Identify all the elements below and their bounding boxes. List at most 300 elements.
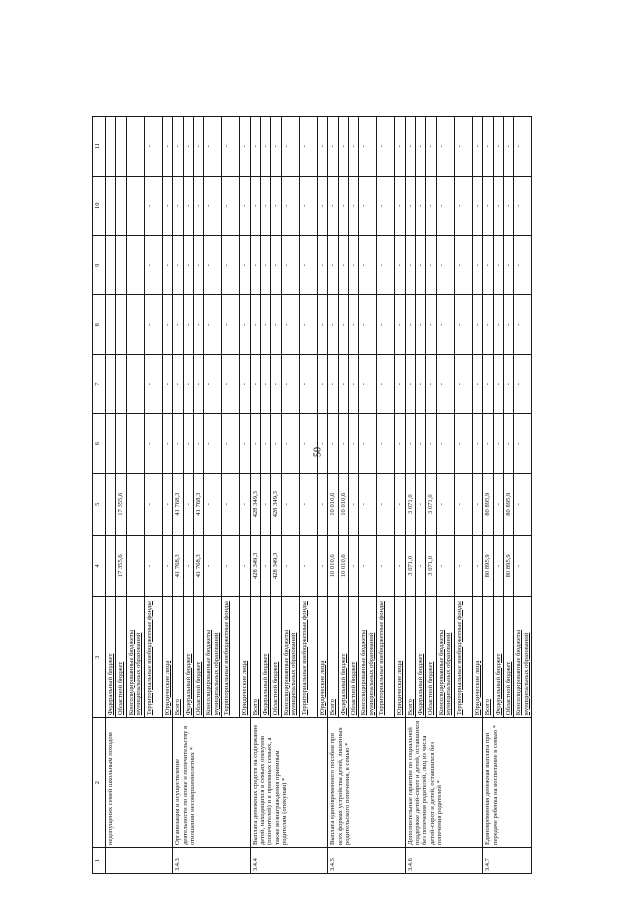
amount-cell: - <box>281 295 299 354</box>
amount-cell: - <box>377 354 395 413</box>
amount-cell: - <box>416 414 426 473</box>
funding-source: Федеральный бюджет <box>416 597 426 718</box>
amount-cell: - <box>204 473 222 535</box>
amount-cell: - <box>454 535 472 597</box>
amount-cell: - <box>183 295 193 354</box>
amount-cell: - <box>338 295 348 354</box>
amount-cell: - <box>222 354 240 413</box>
amount-cell <box>116 414 126 473</box>
amount-cell: - <box>144 295 162 354</box>
table-row <box>106 117 116 874</box>
item-name: Организация и осуществление деятельности по опеке и попечительству в отношении несовершеннолетних * <box>173 718 251 848</box>
amount-cell: - <box>173 236 183 295</box>
amount-cell: - <box>222 176 240 235</box>
amount-cell: - <box>204 535 222 597</box>
item-name: недопущених семей школьным походом <box>106 718 173 848</box>
amount-cell: - <box>483 176 493 235</box>
funding-source: Федеральный бюджет <box>183 597 193 718</box>
funding-source: Консолидированные бюджеты муниципальных образований <box>514 597 532 718</box>
amount-cell: - <box>493 295 503 354</box>
amount-cell: - <box>377 117 395 177</box>
amount-cell: - <box>281 354 299 413</box>
amount-cell: - <box>261 414 271 473</box>
amount-cell <box>106 414 116 473</box>
amount-cell: - <box>472 295 482 354</box>
funding-source: Территориальные внебюджетные фонды <box>222 597 240 718</box>
amount-cell: - <box>317 295 327 354</box>
amount-cell: 80 895,9 <box>503 535 513 597</box>
item-name: Единовременная денежная выплата при передаче ребенка на воспитание в семью * <box>483 718 532 848</box>
amount-cell: - <box>338 236 348 295</box>
amount-cell: - <box>183 236 193 295</box>
amount-cell: - <box>271 354 281 413</box>
amount-cell: - <box>436 535 454 597</box>
amount-cell <box>126 535 144 597</box>
amount-cell: - <box>173 117 183 177</box>
amount-cell: - <box>426 295 436 354</box>
amount-cell: - <box>483 354 493 413</box>
item-name: Выплата денежных средств на содержание детей, находящихся в семьях опекунов (попечителей) и в приемных семьях, а также вознаграждения приемным родителям (опекунам) * <box>250 718 328 848</box>
column-header: 4 <box>93 535 106 597</box>
funding-source: Юридические лица <box>240 597 250 718</box>
amount-cell: - <box>162 473 172 535</box>
amount-cell: - <box>204 176 222 235</box>
amount-cell: - <box>377 473 395 535</box>
amount-cell: - <box>144 535 162 597</box>
amount-cell: 3 071,0 <box>426 535 436 597</box>
table-row <box>328 117 338 874</box>
amount-cell <box>126 176 144 235</box>
amount-cell: - <box>222 117 240 177</box>
amount-cell <box>126 117 144 177</box>
amount-cell: - <box>514 295 532 354</box>
amount-cell: - <box>493 176 503 235</box>
amount-cell: - <box>222 535 240 597</box>
amount-cell: - <box>183 117 193 177</box>
amount-cell: - <box>472 473 482 535</box>
amount-cell: - <box>299 473 317 535</box>
amount-cell: 10 010,6 <box>338 535 348 597</box>
amount-cell: - <box>454 414 472 473</box>
amount-cell: - <box>328 295 338 354</box>
amount-cell: - <box>348 414 358 473</box>
amount-cell <box>126 354 144 413</box>
amount-cell: - <box>359 236 377 295</box>
amount-cell: - <box>483 295 493 354</box>
amount-cell: - <box>240 295 250 354</box>
amount-cell: - <box>348 354 358 413</box>
amount-cell: - <box>514 414 532 473</box>
amount-cell: - <box>395 295 405 354</box>
amount-cell: - <box>395 473 405 535</box>
amount-cell: - <box>261 295 271 354</box>
amount-cell: - <box>514 473 532 535</box>
amount-cell: - <box>162 354 172 413</box>
amount-cell: - <box>162 117 172 177</box>
amount-cell: - <box>240 473 250 535</box>
amount-cell <box>116 354 126 413</box>
amount-cell: - <box>426 236 436 295</box>
amount-cell: - <box>299 535 317 597</box>
amount-cell: - <box>162 236 172 295</box>
amount-cell: - <box>472 176 482 235</box>
amount-cell: - <box>514 354 532 413</box>
amount-cell: - <box>144 117 162 177</box>
amount-cell: - <box>144 414 162 473</box>
amount-cell: - <box>359 414 377 473</box>
amount-cell: - <box>162 295 172 354</box>
amount-cell: - <box>514 176 532 235</box>
amount-cell <box>116 176 126 235</box>
amount-cell: - <box>173 414 183 473</box>
funding-source: Всего <box>483 597 493 718</box>
amount-cell: - <box>493 535 503 597</box>
amount-cell: - <box>377 295 395 354</box>
amount-cell: - <box>436 295 454 354</box>
amount-cell: - <box>173 354 183 413</box>
item-name: Дополнительные гарантии по социальной поддержке детей-сирот и детей, оставшихся без попечения родителей, лиц из числа детей-сирот и детей, оставшихся без попечения родителей * <box>405 718 483 848</box>
amount-cell: - <box>348 236 358 295</box>
amount-cell: 10 010,6 <box>328 535 338 597</box>
amount-cell: 80 895,9 <box>483 473 493 535</box>
amount-cell: - <box>271 295 281 354</box>
funding-source: Юридические лица <box>472 597 482 718</box>
column-header: 6 <box>93 414 106 473</box>
amount-cell: - <box>222 236 240 295</box>
amount-cell: - <box>348 295 358 354</box>
amount-cell: - <box>204 354 222 413</box>
amount-cell <box>126 414 144 473</box>
amount-cell: - <box>183 473 193 535</box>
amount-cell: - <box>222 414 240 473</box>
amount-cell: - <box>299 414 317 473</box>
amount-cell: - <box>472 414 482 473</box>
amount-cell: - <box>271 176 281 235</box>
amount-cell: - <box>250 414 260 473</box>
amount-cell: - <box>317 414 327 473</box>
amount-cell: - <box>395 354 405 413</box>
amount-cell: - <box>317 473 327 535</box>
amount-cell: - <box>395 414 405 473</box>
amount-cell: - <box>299 236 317 295</box>
amount-cell: - <box>405 117 415 177</box>
amount-cell: - <box>204 236 222 295</box>
amount-cell: - <box>503 354 513 413</box>
amount-cell: - <box>281 473 299 535</box>
amount-cell: - <box>271 117 281 177</box>
amount-cell: - <box>183 354 193 413</box>
amount-cell: - <box>162 535 172 597</box>
rotated-table-container <box>92 116 532 874</box>
amount-cell: - <box>144 473 162 535</box>
amount-cell: - <box>416 176 426 235</box>
amount-cell: - <box>426 117 436 177</box>
amount-cell: - <box>271 414 281 473</box>
amount-cell: - <box>281 117 299 177</box>
amount-cell: - <box>493 117 503 177</box>
funding-source: Консолидированные бюджеты муниципальных образований <box>126 597 144 718</box>
amount-cell: - <box>240 535 250 597</box>
amount-cell: 17 355,6 <box>116 535 126 597</box>
amount-cell <box>116 117 126 177</box>
amount-cell: 80 895,9 <box>483 535 493 597</box>
amount-cell: - <box>454 295 472 354</box>
amount-cell: - <box>240 354 250 413</box>
amount-cell: - <box>514 535 532 597</box>
amount-cell: - <box>271 236 281 295</box>
amount-cell: 10 010,6 <box>328 473 338 535</box>
amount-cell <box>106 176 116 235</box>
amount-cell: - <box>483 236 493 295</box>
amount-cell <box>126 295 144 354</box>
amount-cell: - <box>328 354 338 413</box>
amount-cell: - <box>204 295 222 354</box>
amount-cell: 41 768,3 <box>173 535 183 597</box>
amount-cell <box>106 117 116 177</box>
amount-cell: - <box>281 176 299 235</box>
amount-cell: - <box>222 473 240 535</box>
amount-cell: - <box>359 295 377 354</box>
amount-cell: - <box>395 117 405 177</box>
amount-cell: - <box>183 414 193 473</box>
amount-cell: - <box>317 354 327 413</box>
amount-cell <box>106 295 116 354</box>
amount-cell: - <box>338 354 348 413</box>
amount-cell: - <box>405 236 415 295</box>
column-header: 9 <box>93 236 106 295</box>
amount-cell: - <box>514 117 532 177</box>
amount-cell: - <box>416 295 426 354</box>
item-name: Выплата единовременного пособия при всех формах устройства детей, лишенных родительского попечения, в семью * <box>328 718 406 848</box>
amount-cell: - <box>317 535 327 597</box>
amount-cell: - <box>328 176 338 235</box>
item-number: 3.4.6 <box>405 848 483 874</box>
amount-cell: - <box>405 354 415 413</box>
amount-cell: - <box>503 117 513 177</box>
amount-cell: - <box>299 176 317 235</box>
amount-cell: - <box>377 236 395 295</box>
funding-source: Всего <box>250 597 260 718</box>
funding-source: Областной бюджет <box>116 597 126 718</box>
amount-cell: - <box>193 117 203 177</box>
amount-cell <box>106 236 116 295</box>
funding-source: Областной бюджет <box>193 597 203 718</box>
amount-cell: - <box>503 176 513 235</box>
funding-source: Всего <box>405 597 415 718</box>
funding-source: Областной бюджет <box>426 597 436 718</box>
item-number: 3.4.5 <box>328 848 406 874</box>
amount-cell: - <box>426 176 436 235</box>
amount-cell: - <box>436 414 454 473</box>
amount-cell: 41 768,3 <box>193 473 203 535</box>
amount-cell: - <box>144 236 162 295</box>
column-header: 8 <box>93 295 106 354</box>
amount-cell: - <box>338 117 348 177</box>
amount-cell: - <box>261 117 271 177</box>
amount-cell <box>126 473 144 535</box>
item-number: 3.4.4 <box>250 848 328 874</box>
amount-cell: - <box>222 295 240 354</box>
amount-cell: - <box>261 236 271 295</box>
amount-cell: - <box>359 354 377 413</box>
funding-source: Территориальные внебюджетные фонды <box>377 597 395 718</box>
amount-cell: - <box>281 236 299 295</box>
funding-source: Юридические лица <box>395 597 405 718</box>
funding-source: Федеральный бюджет <box>493 597 503 718</box>
column-header: 7 <box>93 354 106 413</box>
funding-source: Федеральный бюджет <box>106 597 116 718</box>
amount-cell: - <box>454 473 472 535</box>
amount-cell: - <box>359 117 377 177</box>
amount-cell: - <box>395 236 405 295</box>
amount-cell: - <box>250 236 260 295</box>
amount-cell: - <box>493 414 503 473</box>
amount-cell: - <box>348 176 358 235</box>
amount-cell: - <box>281 535 299 597</box>
amount-cell: - <box>514 236 532 295</box>
amount-cell: - <box>317 236 327 295</box>
amount-cell <box>106 473 116 535</box>
table-row <box>483 117 493 874</box>
amount-cell: 428 349,3 <box>271 473 281 535</box>
amount-cell: - <box>193 414 203 473</box>
amount-cell: - <box>193 176 203 235</box>
amount-cell: - <box>348 117 358 177</box>
amount-cell: - <box>204 117 222 177</box>
amount-cell: - <box>454 176 472 235</box>
amount-cell: 17 355,6 <box>116 473 126 535</box>
funding-source: Федеральный бюджет <box>261 597 271 718</box>
amount-cell: - <box>162 414 172 473</box>
amount-cell: - <box>250 295 260 354</box>
column-header: 5 <box>93 473 106 535</box>
amount-cell: - <box>436 236 454 295</box>
table-viewport <box>92 116 530 874</box>
amount-cell: - <box>472 236 482 295</box>
amount-cell: - <box>281 414 299 473</box>
amount-cell: - <box>250 176 260 235</box>
amount-cell: - <box>299 354 317 413</box>
table-row <box>405 117 415 874</box>
funding-source: Юридические лица <box>162 597 172 718</box>
amount-cell: - <box>204 414 222 473</box>
amount-cell: - <box>377 535 395 597</box>
amount-cell: - <box>240 176 250 235</box>
amount-cell: - <box>436 354 454 413</box>
page-number: 50 <box>312 447 324 457</box>
funding-source: Областной бюджет <box>271 597 281 718</box>
amount-cell: - <box>405 414 415 473</box>
budget-table <box>92 116 532 874</box>
amount-cell: - <box>359 473 377 535</box>
funding-source: Территориальные внебюджетные фонды <box>299 597 317 718</box>
amount-cell: - <box>183 176 193 235</box>
item-number: 3.4.7 <box>483 848 532 874</box>
amount-cell: 428 349,3 <box>250 473 260 535</box>
amount-cell: 3 071,0 <box>426 473 436 535</box>
table-body <box>106 117 532 874</box>
amount-cell: - <box>395 176 405 235</box>
funding-source: Консолидированные бюджеты муниципальных образований <box>204 597 222 718</box>
amount-cell: - <box>338 176 348 235</box>
amount-cell: - <box>261 473 271 535</box>
amount-cell <box>116 236 126 295</box>
amount-cell: - <box>416 354 426 413</box>
amount-cell: - <box>261 535 271 597</box>
amount-cell: - <box>395 535 405 597</box>
amount-cell: - <box>426 414 436 473</box>
funding-source: Юридические лица <box>317 597 327 718</box>
funding-source: Территориальные внебюджетные фонды <box>454 597 472 718</box>
amount-cell: - <box>328 414 338 473</box>
amount-cell: - <box>317 176 327 235</box>
funding-source: Всего <box>328 597 338 718</box>
amount-cell: - <box>454 354 472 413</box>
column-header: 11 <box>93 117 106 177</box>
amount-cell: - <box>436 176 454 235</box>
amount-cell: 41 768,3 <box>173 473 183 535</box>
item-number: 3.4.3 <box>173 848 251 874</box>
amount-cell: - <box>405 295 415 354</box>
table-row <box>250 117 260 874</box>
amount-cell: - <box>348 535 358 597</box>
amount-cell: - <box>359 535 377 597</box>
amount-cell: - <box>416 473 426 535</box>
amount-cell: - <box>416 117 426 177</box>
amount-cell: - <box>472 535 482 597</box>
amount-cell: - <box>436 117 454 177</box>
amount-cell: - <box>348 473 358 535</box>
amount-cell <box>116 295 126 354</box>
amount-cell: - <box>250 354 260 413</box>
amount-cell: - <box>359 176 377 235</box>
funding-source: Консолидированные бюджеты муниципальных образований <box>436 597 454 718</box>
funding-source: Всего <box>173 597 183 718</box>
column-header: 10 <box>93 176 106 235</box>
amount-cell: - <box>472 117 482 177</box>
amount-cell: - <box>503 295 513 354</box>
amount-cell: - <box>240 117 250 177</box>
amount-cell: - <box>436 473 454 535</box>
column-header: 3 <box>93 597 106 718</box>
amount-cell: 10 010,6 <box>338 473 348 535</box>
funding-source: Консолидированные бюджеты муниципальных образований <box>359 597 377 718</box>
amount-cell: - <box>173 176 183 235</box>
funding-source: Областной бюджет <box>348 597 358 718</box>
amount-cell: - <box>240 414 250 473</box>
amount-cell: - <box>250 117 260 177</box>
amount-cell: - <box>377 414 395 473</box>
amount-cell: - <box>261 176 271 235</box>
amount-cell: 3 071,0 <box>405 473 415 535</box>
amount-cell: - <box>193 354 203 413</box>
funding-source: Территориальные внебюджетные фонды <box>144 597 162 718</box>
amount-cell: - <box>503 236 513 295</box>
amount-cell: 3 071,0 <box>405 535 415 597</box>
column-header: 1 <box>93 848 106 874</box>
amount-cell: - <box>454 236 472 295</box>
amount-cell: - <box>261 354 271 413</box>
header-row <box>93 117 106 874</box>
amount-cell: - <box>377 176 395 235</box>
amount-cell: - <box>328 236 338 295</box>
amount-cell: - <box>493 473 503 535</box>
amount-cell: - <box>317 117 327 177</box>
amount-cell: - <box>144 176 162 235</box>
amount-cell: - <box>483 117 493 177</box>
funding-source: Федеральный бюджет <box>338 597 348 718</box>
amount-cell: - <box>493 236 503 295</box>
